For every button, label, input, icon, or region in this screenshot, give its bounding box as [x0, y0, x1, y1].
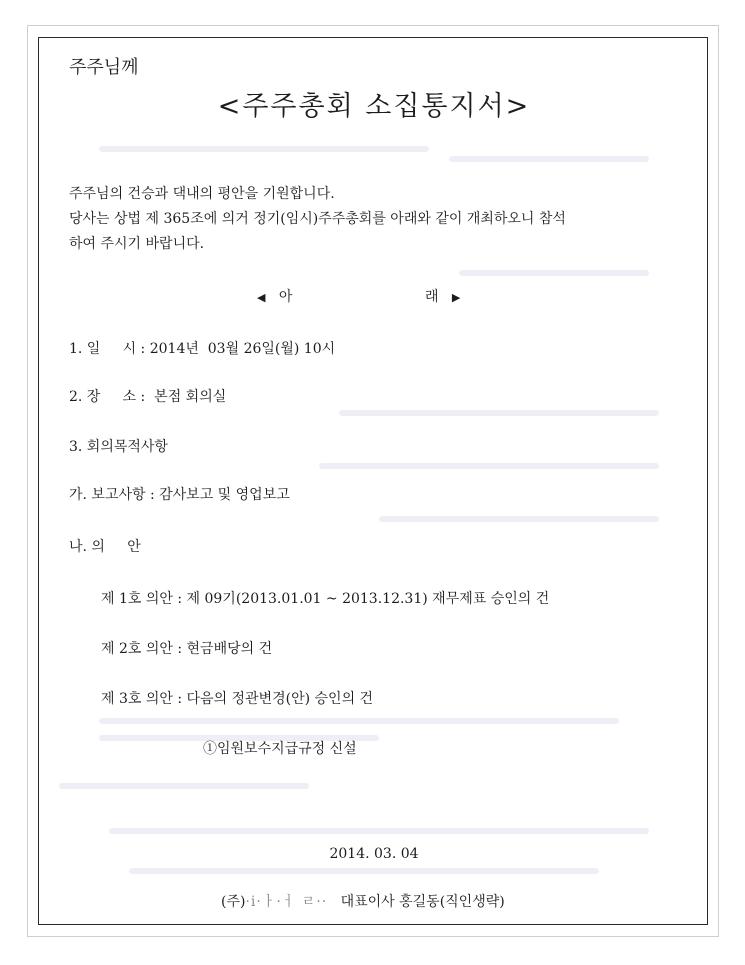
- item-agenda: 나. 의 안: [69, 539, 141, 555]
- right-arrow-icon: ▶: [451, 291, 461, 304]
- item-place: 2. 장 소 : 본점 회의실: [69, 389, 227, 405]
- heading-char-left: 아: [278, 289, 293, 305]
- agenda-item-2: 제 2호 의안 : 현금배당의 건: [101, 641, 273, 657]
- agenda-sub-item: ①임원보수지급규정 신설: [203, 741, 357, 757]
- heading-right-part: [425, 288, 460, 307]
- heading-char-right: 래: [425, 289, 439, 305]
- company-name-obscured: ·i·ㅏ·ㅓ ㄹ··: [245, 894, 328, 910]
- item-datetime: 1. 일 시 : 2014년 03월 26일(월) 10시: [69, 341, 336, 357]
- greeting: 주주님께: [69, 57, 139, 78]
- company-prefix: (주): [221, 894, 246, 910]
- agenda-item-1: 제 1호 의안 : 제 09기(2013.01.01 ~ 2013.12.31) 재무제표 승인의 건: [101, 591, 550, 607]
- left-arrow-icon: ◀: [257, 291, 266, 304]
- intro-line-3: 하여 주시기 바랍니다.: [69, 236, 205, 252]
- representative: 대표이사 홍길동(직인생략): [340, 894, 505, 910]
- signature-line: [221, 893, 505, 911]
- item-purpose: 3. 회의목적사항: [69, 439, 168, 455]
- intro-line-1: 주주님의 건승과 댁내의 평안을 기원합니다.: [69, 186, 335, 202]
- bleed-through-texture: [39, 38, 707, 924]
- document-title: <주주총회 소집통지서>: [217, 91, 531, 122]
- issue-date: 2014. 03. 04: [329, 846, 419, 862]
- intro-line-2: 당사는 상법 제 365조에 의거 정기(임시)주주총회를 아래와 같이 개최하오니 참석: [69, 211, 566, 227]
- scanned-document: [38, 37, 708, 925]
- agenda-item-3: 제 3호 의안 : 다음의 정관변경(안) 승인의 건: [101, 691, 374, 707]
- heading-left-part: [257, 288, 292, 307]
- item-report: 가. 보고사항 : 감사보고 및 영업보고: [69, 487, 290, 503]
